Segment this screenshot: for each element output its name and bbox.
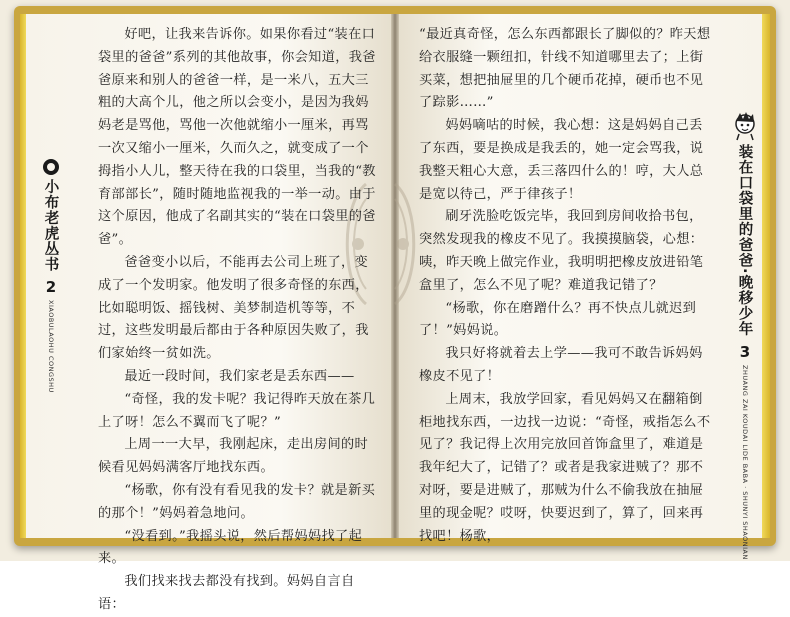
paragraph: 妈妈嘀咕的时候，我心想：这是妈妈自己丢了东西，要是换成是我丢的，她一定会骂我，说我整天粗心大意，丢三落四什么的！哼，大人总是宽以待己，严于律孩子！ (419, 118, 704, 202)
right-page-edge (762, 14, 770, 538)
series-title: 小布老虎丛书 (42, 179, 59, 272)
paragraph: 我们找来找去都没有找到。妈妈自言自语： (98, 574, 355, 612)
paragraph: 我只好将就着去上学——我可不敢告诉妈妈橡皮不见了！ (419, 346, 703, 384)
left-page-sidebar (36, 159, 66, 393)
paragraph: 最近一段时间，我们家老是丢东西—— (124, 368, 355, 384)
book-title: 装在口袋里的爸爸·晚移少年 (736, 144, 753, 337)
paragraph: “没看到。”我摇头说，然后帮妈妈找了起来。 (98, 528, 363, 567)
left-pinyin: XIAOBULAOHU CONGSHU (47, 300, 55, 393)
boy-illustration-icon (731, 110, 759, 140)
paragraph: “杨歌，你在磨蹭什么？再不快点儿就迟到了！”妈妈说。 (419, 300, 697, 339)
paragraph: 刷牙洗脸吃饭完毕，我回到房间收拾书包，突然发现我的橡皮不见了。我摸摸脑袋，心想：咦，昨天晚上做完作业，我明明把橡皮放进铅笔盒里了，怎么不见了呢？难道我记错了？ (419, 209, 704, 293)
left-page-text (98, 24, 378, 617)
paragraph: 上周末，我放学回家，看见妈妈又在翻箱倒柜地找东西，一边找一边说：“奇怪，戒指怎么不见了？我记得上次用完放回首饰盒里了，难道是我年纪大了，记错了？或者是我家进贼了？那不对呀，要是进贼了，那贼为什么不偷我放在抽屉里的现金呢？哎呀，快要迟到了，算了，回来再找吧！杨歌， (419, 391, 711, 544)
left-page-number: 2 (45, 278, 57, 296)
left-page (26, 14, 391, 612)
right-page (399, 14, 764, 560)
tiger-logo-icon (43, 159, 59, 175)
paragraph: “奇怪，我的发卡呢？我记得昨天放在茶几上了呀！怎么不翼而飞了呢？” (98, 391, 376, 430)
paragraph: “杨歌，你有没有看见我的发卡？就是新买的那个！”妈妈着急地问。 (98, 482, 376, 521)
book-spread (14, 6, 776, 612)
right-page-number: 3 (739, 342, 751, 361)
paragraph: 好吧，让我来告诉你。如果你看过“装在口袋里的爸爸”系列的其他故事，你会知道，我爸爸原来和别人的爸爸一样，是一米八，五大三粗的大高个儿，他之所以会变小，是因为我妈妈老是骂他，骂他一次他就缩小一厘米，再骂一次又缩小一厘米，久而久之，就变成了一个拇指小人儿，整天待在我的口袋里，当我的“教育部部长”，随时随地监视我的一举一动。由于这个原因，他成了名副其实的“装在口袋里的爸爸”。 (98, 27, 376, 248)
paragraph: 上周一一大早，我刚起床，走出房间的时候看见妈妈满客厅地找东西。 (98, 437, 369, 476)
right-pinyin: ZHUANG ZAI KOUDAI LIDE BABA · SHUNYI SHAONIAN (741, 364, 749, 560)
paragraph: “最近真奇怪，怎么东西都跟长了脚似的？昨天想给衣服缝一颗纽扣，针线不知道哪里去了；上街买菜，想把抽屉里的几个硬币花掉，硬币也不见了踪影……” (419, 27, 711, 111)
paragraph: 爸爸变小以后，不能再去公司上班了，变成了一个发明家。他发明了很多奇怪的东西，比如聪明饭、摇钱树、美梦制造机等等，不过，这些发明最后都由于各种原因失败了，我们家始终一贫如洗。 (98, 254, 369, 362)
right-page-sidebar (730, 110, 760, 559)
right-page-text (419, 24, 711, 548)
